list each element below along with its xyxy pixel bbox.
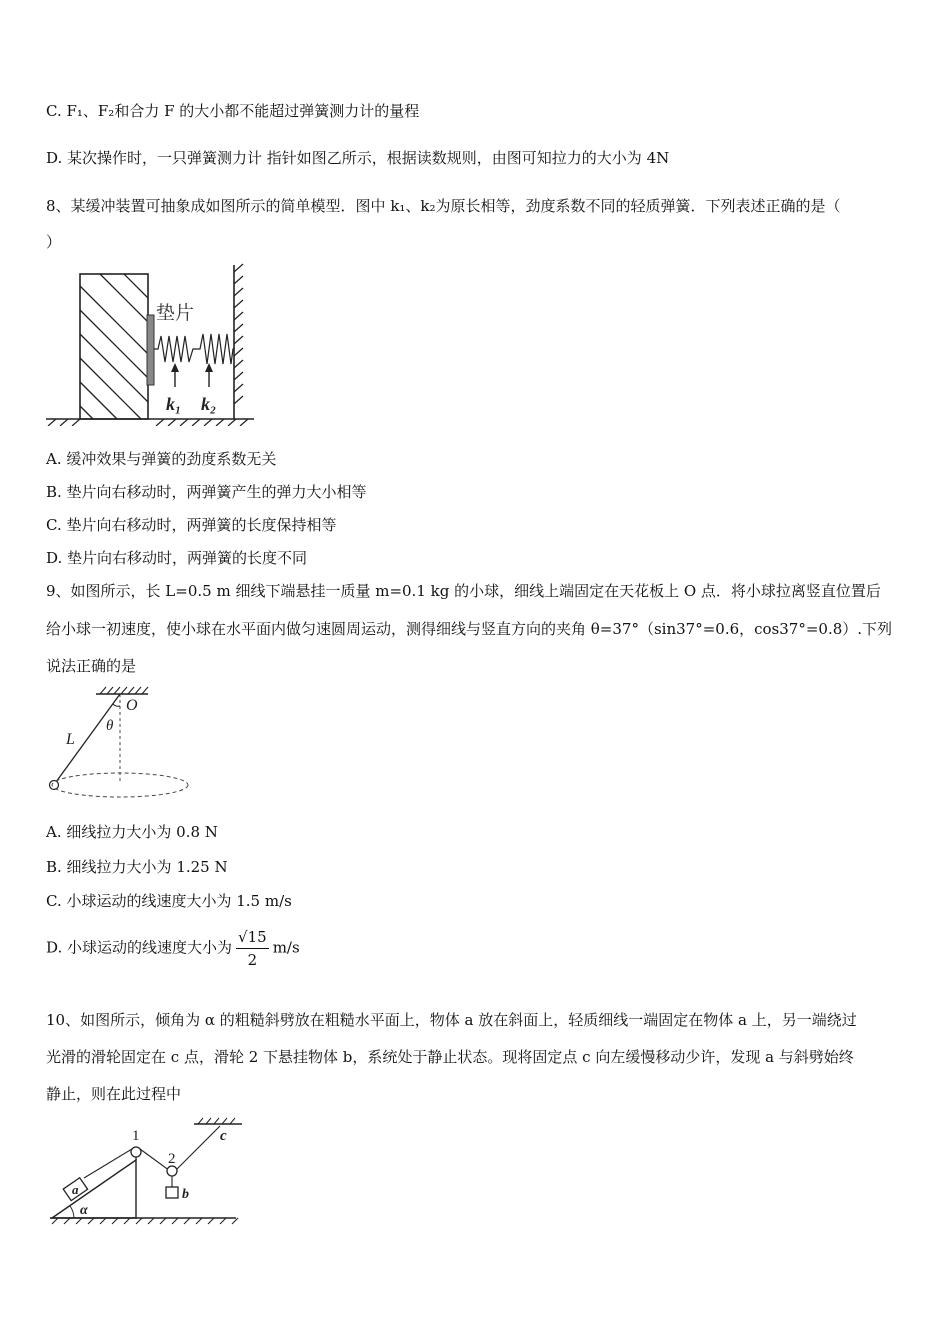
a-label: a bbox=[72, 1182, 79, 1197]
q7-option-d: D. 某次操作时，一只弹簧测力计 指针如图乙所示，根据读数规则，由图可知拉力的大小为 4N bbox=[46, 149, 670, 167]
q8-option-a: A. 缓冲效果与弹簧的劲度系数无关 bbox=[46, 450, 277, 468]
circular-path bbox=[52, 773, 188, 797]
spring-k2 bbox=[198, 334, 234, 364]
q9-stem-line-2: 给小球一初速度，使小球在水平面内做匀速圆周运动，测得细线与竖直方向的夹角 θ=37°（sin37°=0.6，cos37°=0.8）.下列 bbox=[46, 620, 893, 638]
ball bbox=[50, 781, 59, 790]
q8-option-b: B. 垫片向右移动时，两弹簧产生的弹力大小相等 bbox=[46, 483, 367, 501]
q9-option-d-prefix: D. 小球运动的线速度大小为 bbox=[46, 938, 233, 957]
q10-stem-line-3: 静止，则在此过程中 bbox=[46, 1085, 182, 1103]
k1-label: k₁ bbox=[166, 394, 182, 414]
q10-stem-line-1: 10、如图所示，倾角为 α 的粗糙斜劈放在粗糙水平面上，物体 a 放在斜面上，轻质细线一端固定在物体 a 上，另一端绕过 bbox=[46, 1011, 857, 1029]
spring-k1 bbox=[154, 336, 198, 362]
q9-stem-line-1: 9、如图所示，长 L=0.5 m 细线下端悬挂一质量 m=0.1 kg 的小球，细线上端固定在天花板上 O 点．将小球拉离竖直位置后 bbox=[46, 582, 881, 600]
block-b bbox=[166, 1187, 178, 1198]
q10-pulley-figure bbox=[44, 1116, 244, 1228]
q9-option-b: B. 细线拉力大小为 1.25 N bbox=[46, 858, 228, 876]
c-label: c bbox=[220, 1128, 227, 1144]
pulley-2 bbox=[167, 1166, 177, 1176]
q9-option-d-fraction bbox=[236, 926, 269, 971]
theta-label: θ bbox=[106, 718, 114, 734]
q9-pendulum-figure bbox=[44, 684, 194, 802]
q9-option-d-unit: m/s bbox=[272, 938, 300, 957]
q7-option-c: C. F₁、F₂和合力 F 的大小都不能超过弹簧测力计的量程 bbox=[46, 102, 420, 120]
q9-option-d bbox=[46, 926, 300, 971]
pad-label: 垫片 bbox=[156, 303, 195, 324]
string bbox=[140, 1126, 220, 1171]
b-label: b bbox=[182, 1187, 189, 1202]
l-label: L bbox=[66, 731, 75, 748]
pad bbox=[147, 315, 154, 385]
q8-option-d: D. 垫片向右移动时，两弹簧的长度不同 bbox=[46, 549, 308, 567]
pulley-2-label: 2 bbox=[168, 1151, 176, 1167]
fraction-denominator: 2 bbox=[247, 951, 258, 969]
pulley-1 bbox=[131, 1147, 141, 1157]
q8-option-c: C. 垫片向右移动时，两弹簧的长度保持相等 bbox=[46, 516, 337, 534]
q9-option-c: C. 小球运动的线速度大小为 1.5 m/s bbox=[46, 892, 292, 910]
q9-stem-line-3: 说法正确的是 bbox=[46, 657, 137, 675]
q9-option-a: A. 细线拉力大小为 0.8 N bbox=[46, 823, 218, 841]
o-label: O bbox=[126, 697, 138, 714]
k2-label: k₂ bbox=[201, 394, 217, 414]
pulley-1-label: 1 bbox=[132, 1128, 140, 1144]
q10-stem-line-2: 光滑的滑轮固定在 c 点，滑轮 2 下悬挂物体 b，系统处于静止状态。现将固定点 c 向左缓慢移动少许，发现 a 与斜劈始终 bbox=[46, 1048, 854, 1066]
q8-spring-figure bbox=[44, 262, 254, 426]
q8-stem-line-1: 8、某缓冲装置可抽象成如图所示的简单模型．图中 k₁、k₂为原长相等，劲度系数不同的轻质弹簧．下列表述正确的是（ bbox=[46, 197, 841, 215]
alpha-label: α bbox=[80, 1203, 88, 1218]
fraction-numerator: √15 bbox=[236, 926, 269, 949]
q8-stem-line-2: ） bbox=[46, 233, 62, 251]
